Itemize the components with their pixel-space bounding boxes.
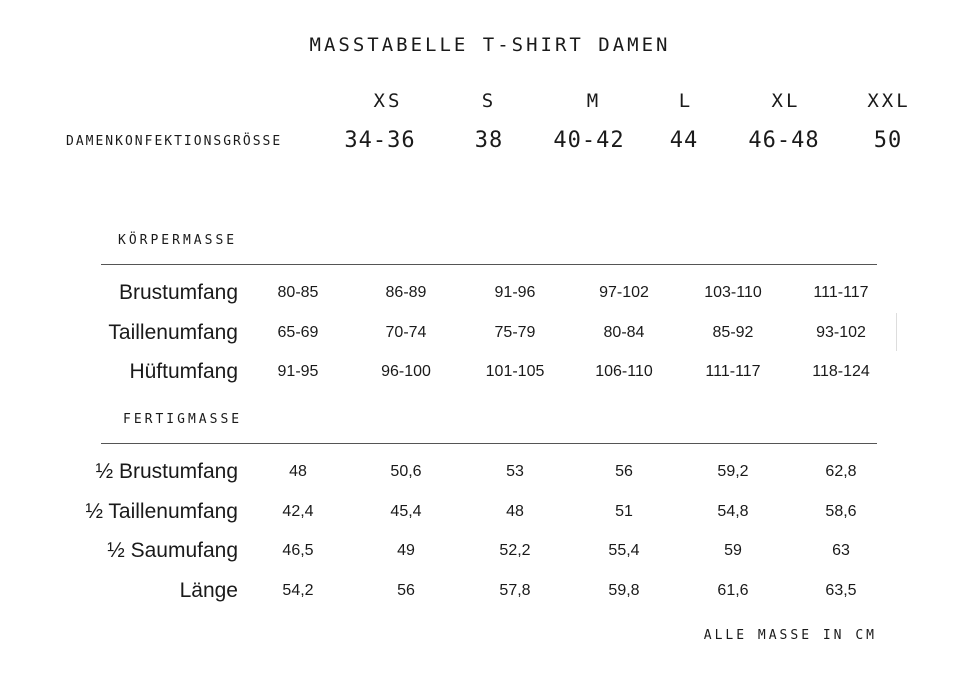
size-letter-l: L xyxy=(678,90,694,112)
body-section-heading: KÖRPERMASSE xyxy=(118,233,238,248)
table-cell: 51 xyxy=(615,502,633,520)
table-cell: 111-117 xyxy=(813,284,869,301)
row-label: Taillenumfang xyxy=(108,320,238,344)
table-cell: 63 xyxy=(832,542,850,559)
table-cell: 101-105 xyxy=(485,363,545,380)
table-cell: 97-102 xyxy=(599,284,649,301)
table-cell: 59,2 xyxy=(717,463,749,480)
table-cell: 46,5 xyxy=(282,542,314,559)
table-cell: 54,8 xyxy=(717,502,749,520)
row-label: ½ Saumufang xyxy=(107,539,238,562)
row-label: Länge xyxy=(179,578,238,602)
table-cell: 75-79 xyxy=(494,323,536,341)
table-cell: 58,6 xyxy=(825,502,857,520)
table-cell: 45,4 xyxy=(390,502,422,520)
table-cell: 56 xyxy=(397,581,415,599)
table-cell: 118-124 xyxy=(812,363,870,380)
table-cell: 50,6 xyxy=(390,463,422,480)
table-cell: 91-95 xyxy=(277,363,319,380)
size-letter-xs: XS xyxy=(373,90,403,112)
table-cell: 106-110 xyxy=(595,363,653,380)
table-cell: 57,8 xyxy=(499,581,531,599)
size-number-s: 38 xyxy=(474,128,504,153)
table-cell: 85-92 xyxy=(712,323,754,341)
table-cell: 62,8 xyxy=(825,463,857,480)
sizes-label: DAMENKONFEKTIONSGRÖSSE xyxy=(66,134,283,149)
size-number-l: 44 xyxy=(669,128,699,153)
garment-section-divider xyxy=(101,443,877,444)
table-cell: 86-89 xyxy=(385,284,427,301)
table-cell: 53 xyxy=(506,463,524,480)
table-cell: 65-69 xyxy=(277,323,319,341)
table-cell: 49 xyxy=(397,542,415,559)
size-number-xs: 34-36 xyxy=(344,128,416,153)
table-cell: 96-100 xyxy=(381,363,431,380)
table-cell: 54,2 xyxy=(282,581,314,599)
table-cell: 48 xyxy=(289,463,307,480)
size-number-m: 40-42 xyxy=(553,128,625,153)
size-letter-m: M xyxy=(586,90,602,112)
row-label: ½ Taillenumfang xyxy=(85,499,238,523)
table-cell: 56 xyxy=(615,463,633,480)
size-number-xxl: 50 xyxy=(873,128,903,153)
garment-section-heading: FERTIGMASSE xyxy=(123,412,243,427)
table-cell: 111-117 xyxy=(705,363,761,380)
table-cell: 93-102 xyxy=(816,323,866,341)
table-cell: 70-74 xyxy=(385,323,427,341)
row-label: Hüftumfang xyxy=(129,360,238,383)
table-cell: 42,4 xyxy=(282,502,314,520)
table-cell: 91-96 xyxy=(494,284,536,301)
size-letter-xxl: XXL xyxy=(867,90,911,112)
body-section-divider xyxy=(101,264,877,265)
table-cell: 103-110 xyxy=(704,284,762,301)
footer-note: ALLE MASSE IN CM xyxy=(703,628,877,643)
size-letter-s: S xyxy=(481,90,497,112)
size-number-xl: 46-48 xyxy=(748,128,820,153)
page-title: MASSTABELLE T-SHIRT DAMEN xyxy=(309,34,671,56)
table-cell: 80-85 xyxy=(277,284,319,301)
table-cell: 63,5 xyxy=(825,581,857,599)
table-cell: 52,2 xyxy=(499,542,531,559)
edge-mark xyxy=(896,313,897,351)
table-cell: 55,4 xyxy=(608,542,640,559)
table-cell: 59,8 xyxy=(608,581,640,599)
size-letter-xl: XL xyxy=(771,90,801,112)
table-cell: 48 xyxy=(506,502,524,520)
table-cell: 80-84 xyxy=(603,323,645,341)
row-label: ½ Brustumfang xyxy=(95,460,238,483)
row-label: Brustumfang xyxy=(118,281,238,304)
table-cell: 61,6 xyxy=(717,581,749,599)
table-cell: 59 xyxy=(724,542,742,559)
